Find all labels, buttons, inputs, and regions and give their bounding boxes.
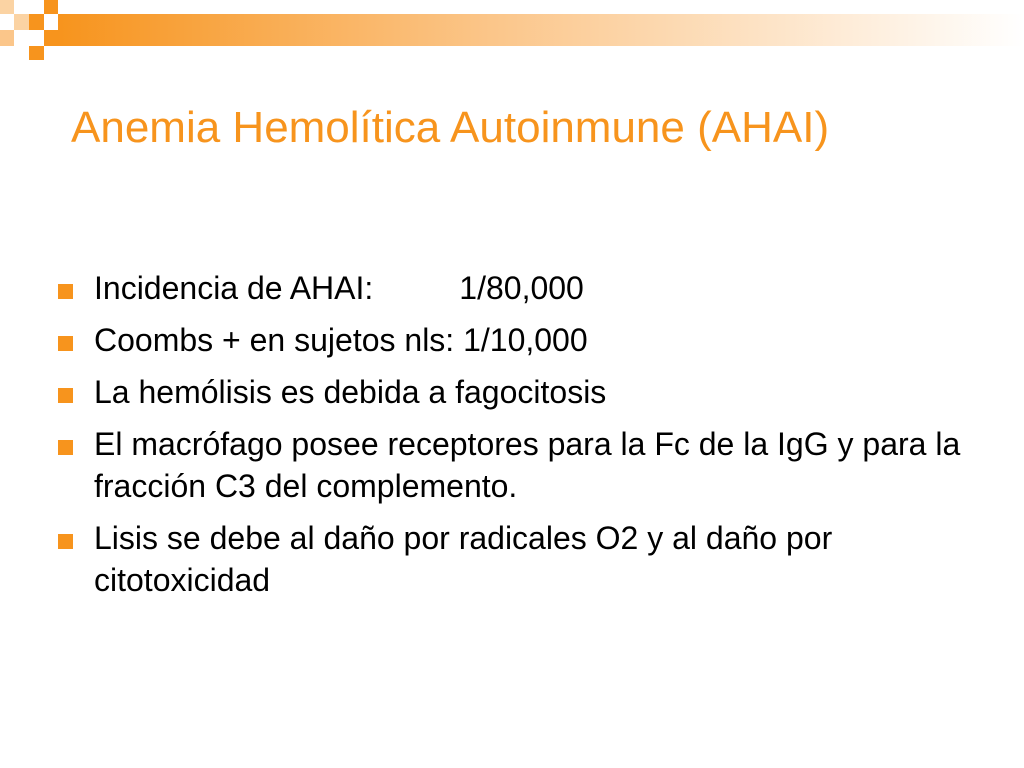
header-gradient-bar bbox=[58, 14, 1024, 46]
bullet-item bbox=[56, 423, 976, 507]
bullet-item bbox=[56, 517, 976, 601]
header-square bbox=[29, 14, 44, 30]
bullet-list bbox=[56, 267, 976, 611]
bullet-text: Lisis se debe al daño por radicales O2 y al daño por citotoxicidad bbox=[94, 520, 833, 598]
bullet-square-icon bbox=[58, 440, 73, 455]
bullet-square-icon bbox=[58, 534, 73, 549]
bullet-item bbox=[56, 319, 976, 361]
incidence-label: Incidencia de AHAI: bbox=[94, 270, 374, 306]
bullet-text: La hemólisis es debida a fagocitosis bbox=[94, 374, 607, 410]
header-square bbox=[0, 30, 14, 46]
header-square bbox=[14, 14, 29, 30]
bullet-item bbox=[56, 371, 976, 413]
bullet-text: El macrófago posee receptores para la Fc de la IgG y para la fracción C3 del complemento. bbox=[94, 426, 961, 504]
header-square bbox=[0, 0, 14, 14]
bullet-item bbox=[56, 267, 976, 309]
bullet-square-icon bbox=[58, 284, 73, 299]
bullet-square-icon bbox=[58, 388, 73, 403]
header-square bbox=[29, 46, 44, 60]
incidence-value: 1/80,000 bbox=[459, 270, 584, 306]
bullet-text: Coombs + en sujetos nls: 1/10,000 bbox=[94, 322, 588, 358]
bullet-square-icon bbox=[58, 336, 73, 351]
header-decoration bbox=[0, 0, 1024, 70]
header-square bbox=[44, 30, 58, 46]
header-square bbox=[44, 0, 58, 14]
slide-title: Anemia Hemolítica Autoinmune (AHAI) bbox=[71, 103, 830, 152]
